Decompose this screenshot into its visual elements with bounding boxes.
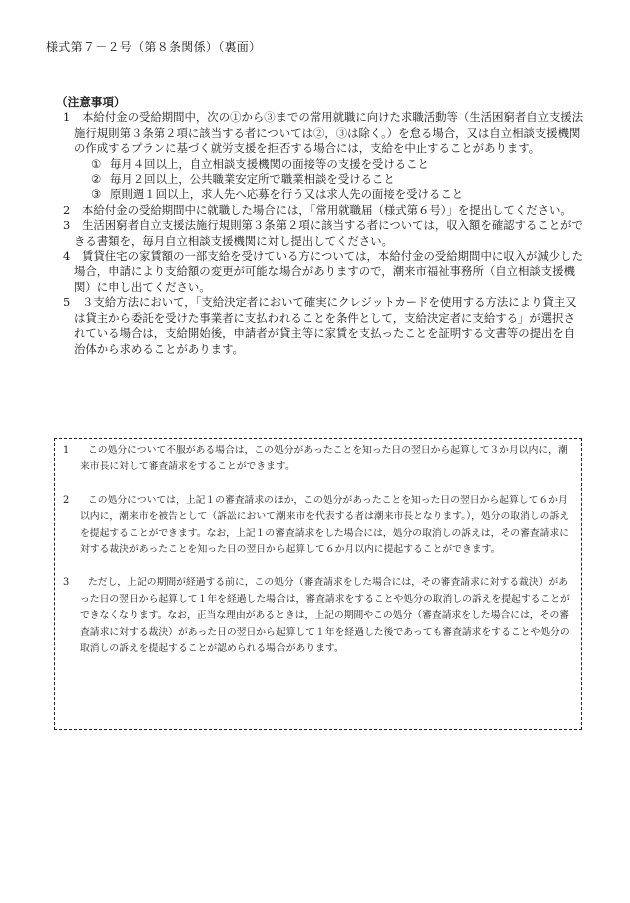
appeal-item bbox=[63, 443, 575, 476]
note-text: 生活困窮者自立支援法施行規則第３条第２項に該当する者については，収入額を確認することができる書類を，毎月自立相談支援機関に対し提出してください。 bbox=[74, 218, 583, 248]
note-text: 本給付金の受給期間中，次の①から③までの常用就職に向けた求職活動等（生活困窮者自立支援法施行規則第３条第２項に該当する者については②，③は除く。）を怠る場合，又は自立相談支援機関の作成するプランに基づく就労支援を拒否する場合には，支給を中止することがあります。 bbox=[74, 110, 584, 156]
note-item bbox=[56, 249, 586, 295]
notes-heading: （注意事項） bbox=[56, 95, 126, 109]
note-sub-item bbox=[74, 157, 586, 172]
note-sub-list bbox=[74, 157, 586, 203]
note-item bbox=[56, 218, 586, 249]
appeal-number: 3 bbox=[63, 577, 70, 589]
note-sub-item bbox=[74, 187, 586, 202]
note-sub-item bbox=[74, 172, 586, 187]
note-text: 本給付金の受給期間中に就職した場合には，「常用就職届（様式第６号）」を提出してください。 bbox=[82, 202, 572, 217]
sub-item-number: ② bbox=[91, 172, 102, 187]
appeal-text: この処分については，上記１の審査請求のほか，この処分があったことを知った日の翌日から起算して６か月以内に，潮来市を被告として（訴訟において潮来市を代表する者は潮来市長となります。），処分の取消しの訴えを提起することができます。なお，上記１の審査請求をした場合には，処分の取消しの訴えは，その審査請求に対する裁決があったことを知った日の翌日から起算して６か月以内に提起することができます。 bbox=[80, 494, 570, 556]
note-number: 5 bbox=[63, 295, 71, 310]
note-item bbox=[56, 295, 586, 357]
note-number: 4 bbox=[63, 249, 71, 264]
appeal-text: この処分について不服がある場合は，この処分があったことを知った日の翌日から起算して３か月以内に，潮来市長に対して審査請求をすることができます。 bbox=[80, 445, 568, 473]
note-number: 1 bbox=[63, 110, 71, 125]
sub-item-number: ① bbox=[91, 156, 102, 171]
note-number: 3 bbox=[63, 218, 71, 233]
appeal-item bbox=[63, 493, 575, 559]
note-text: 賃貸住宅の家賃額の一部支給を受けている方については，本給付金の受給期間中に収入が減少した場合，申請により支給額の変更が可能な場合がありますので，潮来市福祉事務所（自立相談支援機関）に申し出てください。 bbox=[74, 249, 583, 294]
note-number: 2 bbox=[63, 202, 71, 217]
sub-item-text: 毎月４回以上，自立相談支援機関の面接等の支援を受けること bbox=[110, 156, 429, 171]
form-title: 様式第７－２号（第８条関係）（裏面） bbox=[46, 40, 262, 54]
notes-section bbox=[56, 95, 586, 357]
sub-item-number: ③ bbox=[91, 187, 102, 202]
appeal-number: 1 bbox=[63, 445, 70, 456]
appeal-item bbox=[63, 575, 575, 657]
sub-item-text: 原則週１回以上，求人先へ応募を行う又は求人先の面接を受けること bbox=[110, 187, 464, 202]
note-item bbox=[56, 110, 586, 202]
appeal-number: 2 bbox=[63, 494, 70, 506]
appeal-notice-box bbox=[54, 438, 582, 730]
sub-item-text: 毎月２回以上，公共職業安定所で職業相談を受けること bbox=[110, 172, 395, 187]
note-item bbox=[56, 203, 586, 218]
appeal-text: ただし，上記の期間が経過する前に，この処分（審査請求をした場合には，その審査請求に対する裁決）があった日の翌日から起算して１年を経過した場合は，審査請求をすることや処分の取消しの訴えを提起することができなくなります。なお，正当な理由があるときは，上記の期間やこの処分（審査請求をした場合には，その審査請求に対する裁決）があった日の翌日から起算して１年を経過した後であっても審査請求をすることや処分の取消しの訴えを提起することが認められる場合があります。 bbox=[80, 577, 570, 655]
note-text: ３支給方法において，「支給決定者において確実にクレジットカードを使用する方法により貸主又は貸主から委託を受けた事業者に支払われることを条件として，支給決定者に支給する」が選択されている場合は，支給開始後，申請者が貸主等に家賃を支払ったことを証明する文書等の提出を自治体から求めることがあります。 bbox=[74, 295, 577, 356]
